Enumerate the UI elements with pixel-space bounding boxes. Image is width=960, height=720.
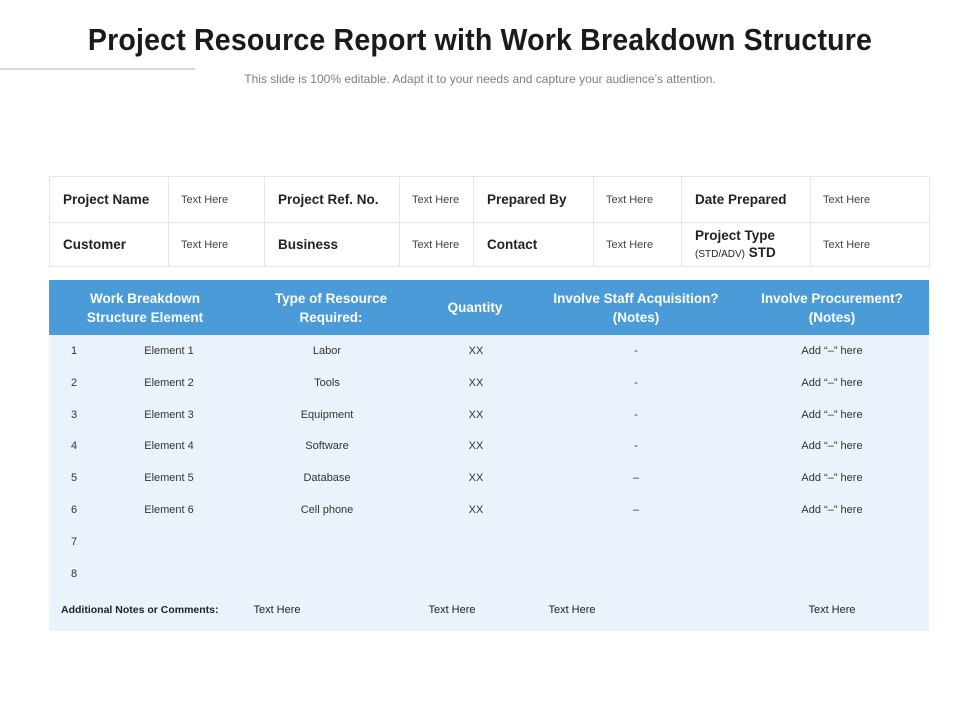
project-type-label [682, 222, 811, 267]
table-row [49, 462, 929, 494]
row-staff-acquisition[interactable]: - [634, 408, 638, 421]
row-element[interactable]: Element 2 [144, 376, 194, 389]
row-resource-type[interactable] [277, 526, 377, 558]
table-row [49, 367, 929, 399]
header-staff-acquisition: Involve Staff Acquisition? (Notes) [553, 290, 719, 325]
customer-label: Customer [50, 222, 169, 267]
table-row [49, 526, 929, 558]
page-subtitle: This slide is 100% editable. Adapt it to your needs and capture your audience’s attention. [244, 72, 716, 86]
prepared-by-label: Prepared By [474, 177, 594, 222]
title-divider [0, 68, 195, 70]
row-element[interactable]: Element 5 [144, 472, 194, 485]
header-resource-type: Type of Resource Required: [274, 290, 388, 325]
row-procurement[interactable] [782, 558, 882, 590]
row-procurement[interactable]: Add “–” here [801, 472, 863, 485]
row-resource-type[interactable]: Cell phone [300, 504, 354, 516]
project-ref-label: Project Ref. No. [265, 177, 400, 222]
project-info-table [49, 176, 930, 267]
table-row [49, 430, 929, 462]
row-number: 6 [70, 504, 78, 516]
table-row [49, 494, 929, 526]
contact-value[interactable]: Text Here [594, 222, 682, 267]
row-element[interactable] [119, 526, 219, 558]
row-resource-type[interactable]: Database [303, 472, 351, 485]
table-row [49, 335, 929, 367]
row-procurement[interactable]: Add “–” here [801, 440, 863, 453]
page-title: Project Resource Report with Work Breakdown Structure [87, 22, 873, 57]
project-type-options: (STD/ADV) [695, 248, 745, 260]
business-value[interactable]: Text Here [400, 222, 474, 267]
notes-value-1[interactable]: Text Here [253, 604, 301, 616]
row-number: 7 [70, 535, 78, 548]
row-staff-acquisition[interactable]: – [632, 504, 640, 516]
row-element[interactable]: Element 1 [144, 345, 194, 357]
row-quantity[interactable]: XX [468, 440, 484, 453]
row-number: 5 [70, 472, 78, 485]
row-procurement[interactable]: Add “–” here [801, 345, 863, 357]
row-quantity[interactable]: XX [468, 376, 484, 389]
header-wbs-element: Work Breakdown Structure Element [86, 290, 204, 325]
project-name-value[interactable]: Text Here [169, 177, 265, 222]
row-resource-type[interactable]: Equipment [300, 408, 354, 421]
row-element[interactable]: Element 6 [144, 504, 194, 516]
row-quantity[interactable]: XX [468, 408, 484, 421]
table-row [49, 558, 929, 590]
row-procurement[interactable] [782, 526, 882, 558]
row-procurement[interactable]: Add “–” here [801, 408, 863, 421]
project-name-label: Project Name [50, 177, 169, 222]
row-number: 3 [70, 408, 78, 421]
customer-value[interactable]: Text Here [169, 222, 265, 267]
row-staff-acquisition[interactable]: – [632, 472, 640, 485]
project-type-title: Project Type [695, 227, 776, 243]
row-element[interactable] [119, 558, 219, 590]
header-procurement: Involve Procurement? (Notes) [761, 290, 903, 325]
table-row [49, 399, 929, 431]
row-staff-acquisition[interactable]: - [634, 440, 638, 453]
business-label: Business [265, 222, 400, 267]
row-quantity[interactable]: XX [468, 472, 484, 485]
project-type-value[interactable]: Text Here [823, 238, 871, 251]
notes-value-3[interactable]: Text Here [548, 604, 596, 616]
prepared-by-value[interactable]: Text Here [594, 177, 682, 222]
row-staff-acquisition[interactable] [586, 526, 686, 558]
row-resource-type[interactable]: Software [305, 440, 349, 453]
info-row-1 [50, 177, 929, 223]
row-number: 1 [70, 345, 78, 357]
row-procurement[interactable]: Add “–” here [801, 376, 863, 389]
row-resource-type[interactable] [277, 558, 377, 590]
row-resource-type[interactable]: Labor [312, 345, 342, 357]
row-staff-acquisition[interactable] [586, 558, 686, 590]
notes-label: Additional Notes or Comments: [61, 604, 219, 616]
row-staff-acquisition[interactable]: - [634, 345, 638, 357]
row-quantity[interactable] [426, 526, 526, 558]
row-procurement[interactable]: Add “–” here [801, 504, 863, 516]
row-quantity[interactable]: XX [468, 345, 484, 357]
resource-table-header [49, 280, 929, 335]
row-quantity[interactable]: XX [468, 504, 484, 516]
notes-value-2[interactable]: Text Here [428, 604, 476, 616]
row-element[interactable]: Element 3 [144, 408, 194, 421]
info-row-2 [50, 222, 929, 267]
row-resource-type[interactable]: Tools [314, 376, 340, 389]
row-number: 8 [70, 567, 78, 580]
project-ref-value[interactable]: Text Here [400, 177, 474, 222]
row-staff-acquisition[interactable]: - [634, 376, 638, 389]
date-prepared-value[interactable]: Text Here [823, 193, 871, 206]
resource-table [49, 280, 929, 631]
notes-row [49, 594, 929, 626]
row-element[interactable]: Element 4 [144, 440, 194, 453]
row-number: 4 [70, 440, 78, 453]
row-number: 2 [70, 376, 78, 389]
header-quantity: Quantity [447, 300, 503, 315]
contact-label: Contact [474, 222, 594, 267]
row-quantity[interactable] [426, 558, 526, 590]
project-type-selected: STD [748, 244, 776, 260]
notes-value-4[interactable]: Text Here [808, 604, 856, 616]
date-prepared-label: Date Prepared [682, 177, 811, 222]
